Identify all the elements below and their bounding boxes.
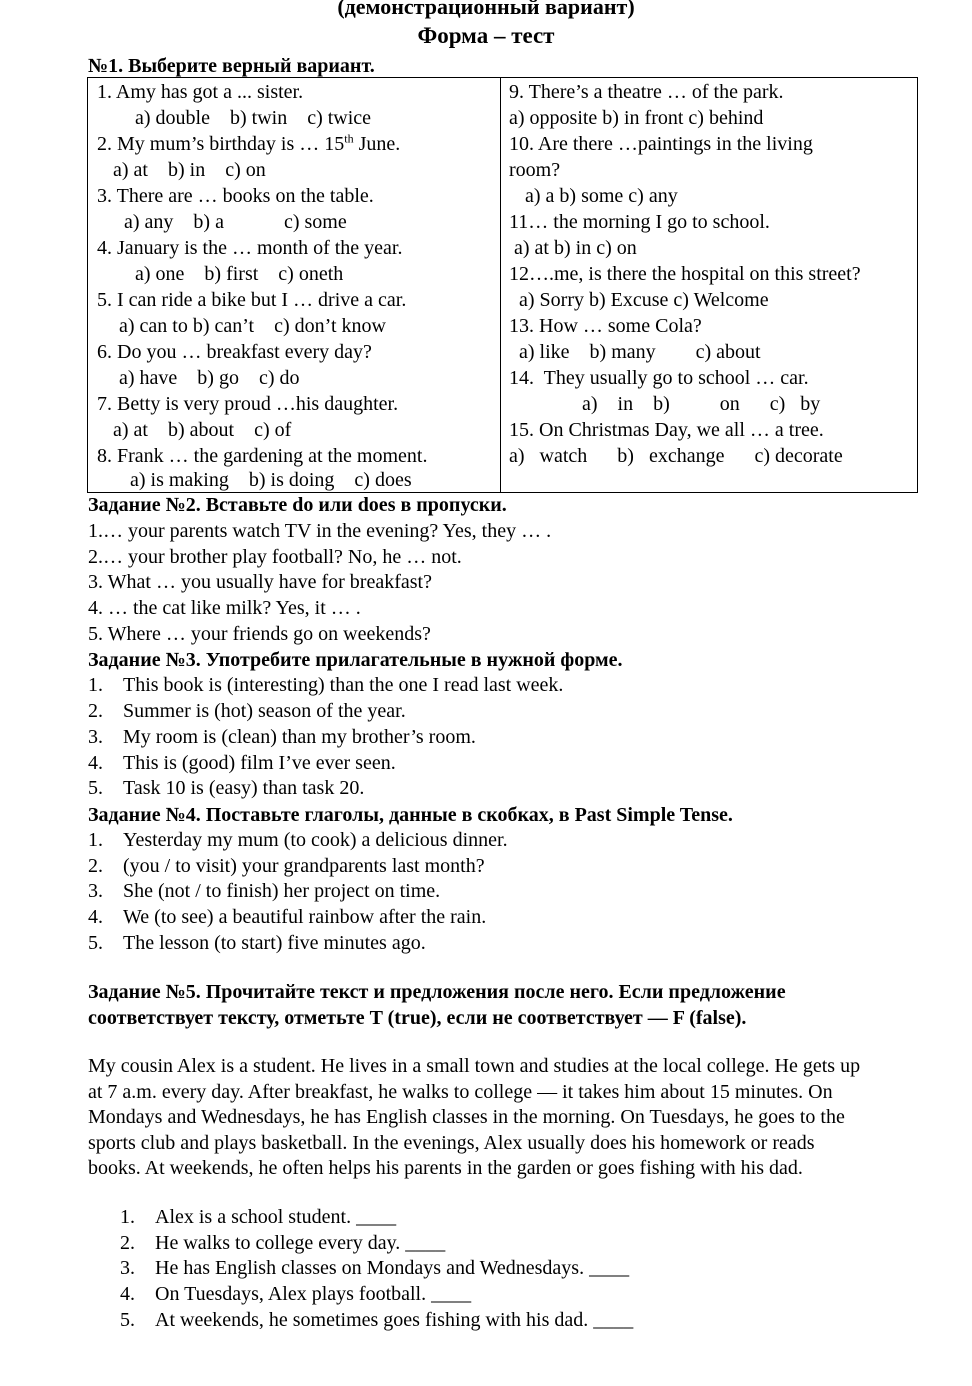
task2-item: 1.… your parents watch TV in the evening? Yes, they … . bbox=[88, 520, 552, 542]
ordinal-suffix: th bbox=[344, 131, 354, 146]
options-6: a) have b) go c) do bbox=[119, 367, 300, 389]
header-form-title: Форма – тест bbox=[417, 23, 555, 48]
options-12: a) Sorry b) Excuse c) Welcome bbox=[519, 289, 769, 311]
options-14: a) in b) on c) by bbox=[582, 393, 821, 415]
task3-item: 1. This book is (interesting) than the one I read last week. bbox=[88, 674, 564, 696]
question-6: 6. Do you … breakfast every day? bbox=[97, 341, 372, 363]
task4-item: 4. We (to see) a beautiful rainbow after the rain. bbox=[88, 906, 487, 928]
options-13: a) like b) many c) about bbox=[519, 341, 761, 363]
question-7: 7. Betty is very proud …his daughter. bbox=[97, 393, 399, 415]
task4-item: 5. The lesson (to start) five minutes ago. bbox=[88, 932, 426, 954]
task3-item: 2. Summer is (hot) season of the year. bbox=[88, 700, 406, 722]
question-12: 12….me, is there the hospital on this street? bbox=[509, 263, 861, 285]
question-3: 3. There are … books on the table. bbox=[97, 185, 374, 207]
task4-item: 2. (you / to visit) your grandparents last month? bbox=[88, 855, 485, 877]
options-5: a) can to b) can’t c) don’t know bbox=[119, 315, 386, 337]
options-15: a) watch b) exchange c) decorate bbox=[509, 445, 843, 467]
task2-item: 4. … the cat like milk? Yes, it … . bbox=[88, 597, 361, 619]
task3-item: 5. Task 10 is (easy) than task 20. bbox=[88, 777, 365, 799]
task3-item: 4. This is (good) film I’ve ever seen. bbox=[88, 752, 396, 774]
question-10: 10. Are there …paintings in the living bbox=[509, 133, 813, 155]
options-10: a) a b) some c) any bbox=[525, 185, 678, 207]
options-9: a) opposite b) in front c) behind bbox=[509, 107, 764, 129]
reading-text-line: books. At weekends, he often helps his parents in the garden or goes fishing with his dad. bbox=[88, 1157, 803, 1179]
task5-statement: 4. On Tuesdays, Alex plays football. ____ bbox=[120, 1283, 472, 1305]
task1-left-column bbox=[88, 78, 501, 493]
question-8: 8. Frank … the gardening at the moment. bbox=[97, 445, 428, 467]
task5-statement: 3. He has English classes on Mondays and Wednesdays. ____ bbox=[120, 1257, 630, 1279]
question-1: 1. Amy has got a ... sister. bbox=[97, 81, 304, 103]
task3-title: Задание №3. Употребите прилагательные в нужной форме. bbox=[88, 649, 623, 671]
task2-item: 2.… your brother play football? No, he … not. bbox=[88, 546, 462, 568]
question-10-cont: room? bbox=[509, 159, 561, 181]
options-8: a) is making b) is doing c) does bbox=[130, 469, 412, 491]
task5-title-cont: соответствует тексту, отметьте T (true), если не соответствует — F (false). bbox=[88, 1007, 747, 1029]
question-2: 2. My mum’s birthday is … 15th June. bbox=[97, 131, 401, 155]
reading-text-line: My cousin Alex is a student. He lives in a small town and studies at the local college. He gets up bbox=[88, 1055, 861, 1077]
task2-item: 3. What … you usually have for breakfast? bbox=[88, 571, 432, 593]
question-14: 14. They usually go to school … car. bbox=[509, 367, 809, 389]
header-variant: (демонстрационный вариант) bbox=[337, 0, 635, 19]
task4-item: 1. Yesterday my mum (to cook) a delicious dinner. bbox=[88, 829, 508, 851]
task4-title: Задание №4. Поставьте глаголы, данные в скобках, в Past Simple Tense. bbox=[88, 804, 733, 826]
options-3: a) any b) a c) some bbox=[124, 211, 347, 233]
task2-item: 5. Where … your friends go on weekends? bbox=[88, 623, 431, 645]
task1-right-column bbox=[501, 78, 918, 493]
task2-title: Задание №2. Вставьте do или does в пропуски. bbox=[88, 494, 507, 516]
reading-text-line: Mondays and Wednesdays, he has English classes in the morning. On Tuesdays, he goes to the bbox=[88, 1106, 845, 1128]
options-1: a) double b) twin c) twice bbox=[135, 107, 372, 129]
question-4: 4. January is the … month of the year. bbox=[97, 237, 403, 259]
question-11: 11… the morning I go to school. bbox=[509, 211, 770, 233]
question-9: 9. There’s a theatre … of the park. bbox=[509, 81, 784, 103]
task5-title: Задание №5. Прочитайте текст и предложения после него. Если предложение bbox=[88, 981, 786, 1003]
options-11: a) at b) in c) on bbox=[514, 237, 637, 259]
task3-item: 3. My room is (clean) than my brother’s room. bbox=[88, 726, 476, 748]
task5-statement: 2. He walks to college every day. ____ bbox=[120, 1232, 446, 1254]
question-13: 13. How … some Cola? bbox=[509, 315, 702, 337]
reading-text-line: at 7 a.m. every day. After breakfast, he walks to college — it takes him about 15 minutes. On bbox=[88, 1081, 833, 1103]
question-15: 15. On Christmas Day, we all … a tree. bbox=[509, 419, 824, 441]
task5-statement: 5. At weekends, he sometimes goes fishing with his dad. ____ bbox=[120, 1309, 634, 1331]
question-5: 5. I can ride a bike but I … drive a car. bbox=[97, 289, 407, 311]
options-7: a) at b) about c) of bbox=[113, 419, 292, 441]
reading-text-line: sports club and plays basketball. In the evenings, Alex usually does his homework or reads bbox=[88, 1132, 815, 1154]
task1-table bbox=[87, 77, 918, 493]
task4-item: 3. She (not / to finish) her project on time. bbox=[88, 880, 441, 902]
options-4: a) one b) first c) oneth bbox=[135, 263, 344, 285]
task5-statement: 1. Alex is a school student. ____ bbox=[120, 1206, 397, 1228]
options-2: a) at b) in c) on bbox=[113, 159, 266, 181]
task1-title: №1. Выберите верный вариант. bbox=[88, 55, 375, 77]
